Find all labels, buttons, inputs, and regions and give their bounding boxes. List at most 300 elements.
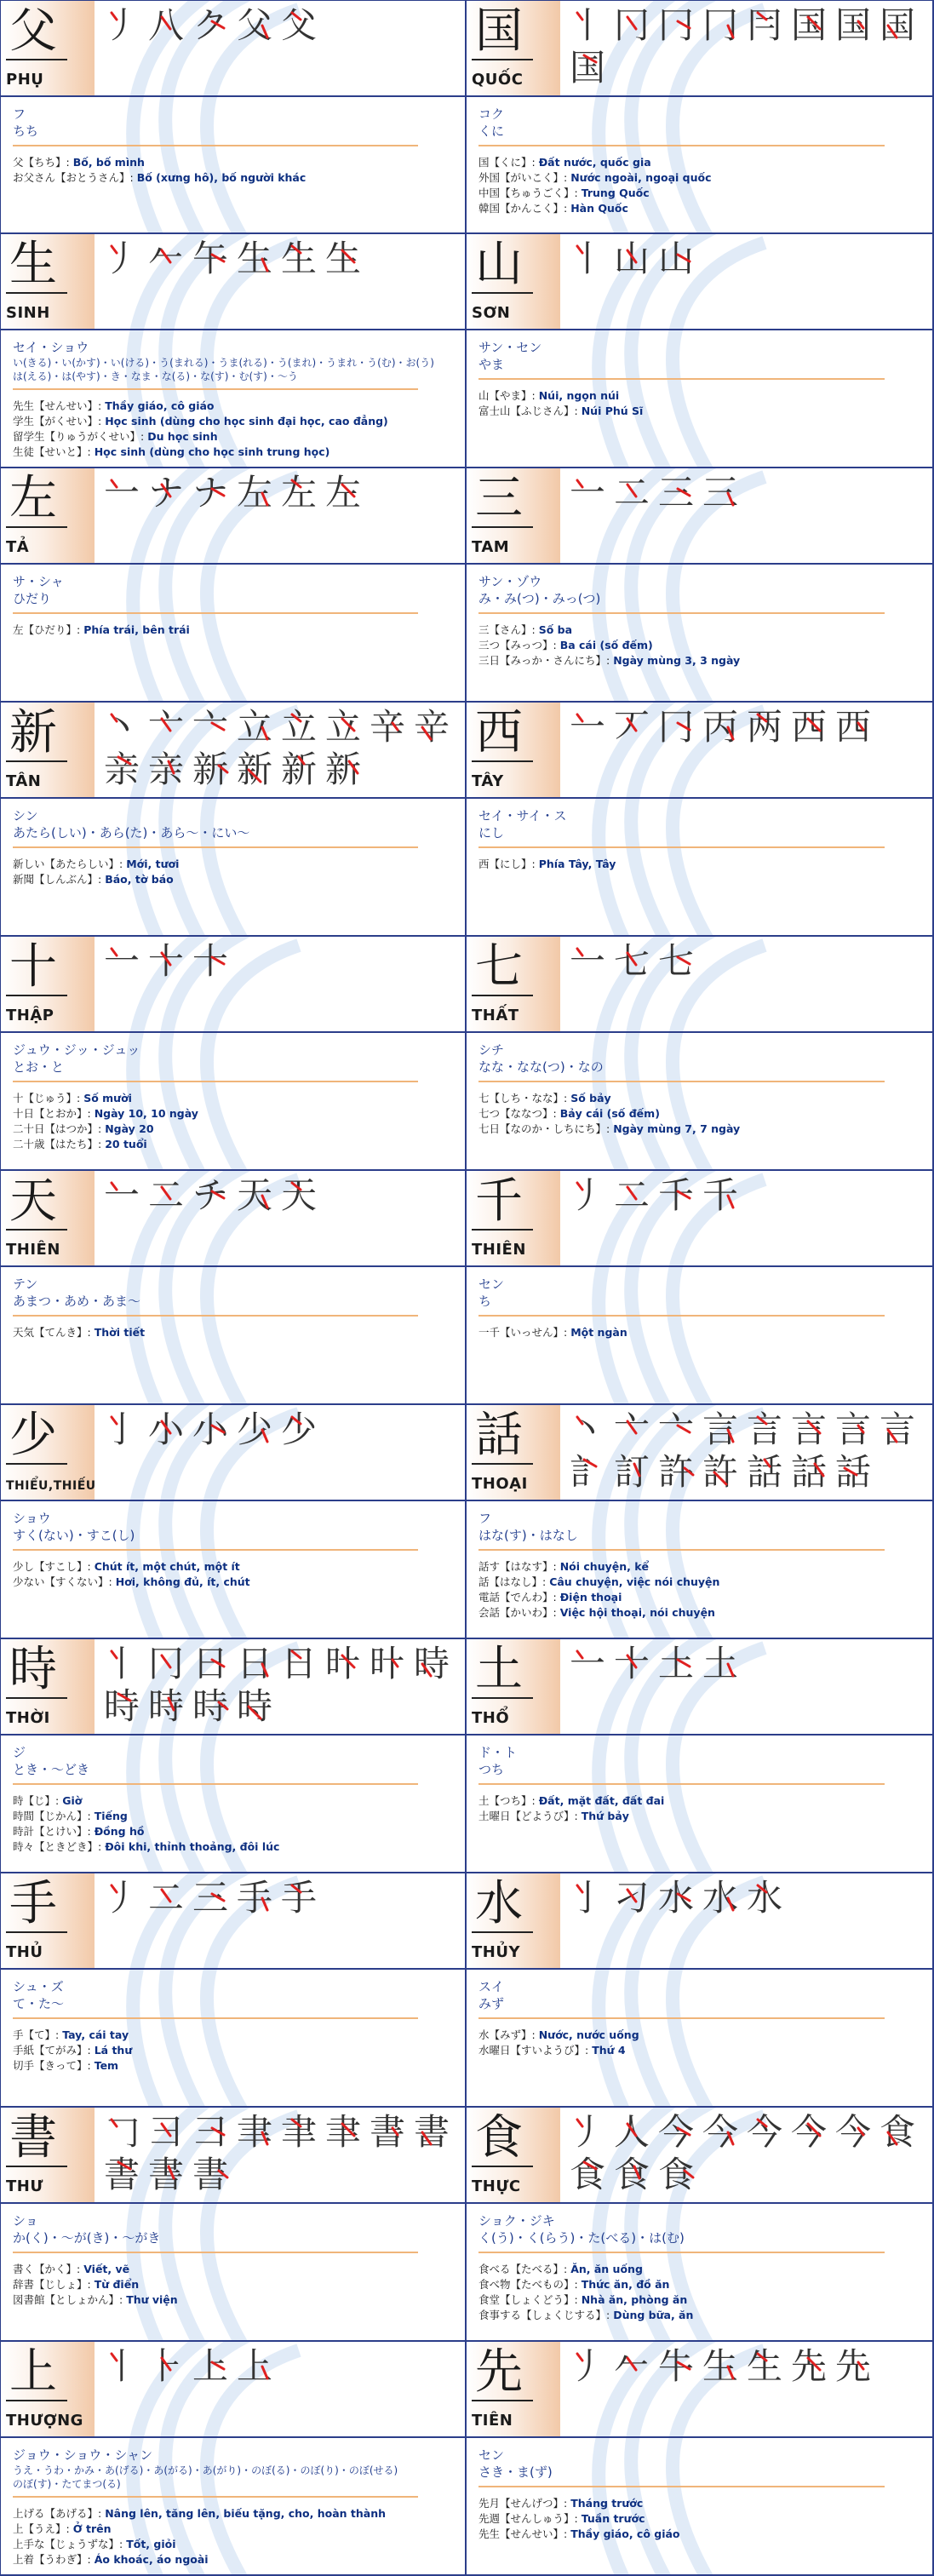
vocab-item <box>478 2308 920 2323</box>
stroke-highlight <box>698 1451 742 1494</box>
stroke-highlight <box>321 706 365 749</box>
vocab-item <box>478 622 920 638</box>
stroke-step: チ <box>188 1174 232 1217</box>
vocab-item <box>13 2537 453 2552</box>
stroke-step: 西 <box>787 706 831 749</box>
stroke-highlight <box>365 706 410 749</box>
kunyomi-reading: つち <box>478 1762 505 1777</box>
kanji-box <box>467 468 560 563</box>
card-header <box>1 2108 465 2204</box>
stroke-step: 食 <box>654 2154 698 2196</box>
card-header <box>467 234 932 330</box>
stroke-order <box>95 937 465 1031</box>
card-body <box>467 2204 932 2323</box>
stroke-highlight <box>100 706 144 749</box>
vocab-word: 話す【はなす】: <box>478 1560 557 1573</box>
vocab-meaning: Thầy giáo, cô giáo <box>105 399 215 412</box>
card-header <box>467 468 932 565</box>
kanji-underline <box>6 59 67 60</box>
kanji-card <box>0 468 467 703</box>
stroke-step: 日 <box>232 1643 277 1685</box>
reading-divider <box>478 612 885 614</box>
stroke-step: 新 <box>232 749 277 791</box>
stroke-step: 千 <box>654 1174 698 1217</box>
reading-divider <box>13 846 418 848</box>
kanji-box <box>467 703 560 797</box>
card-body <box>467 1501 932 1621</box>
vocab-meaning: Núi Phú Sĩ <box>581 404 644 417</box>
vocab-meaning: Số ba <box>538 623 573 636</box>
stroke-highlight <box>144 4 188 47</box>
vocab-item <box>478 1809 920 1824</box>
onyomi-reading: ド・ト <box>478 1745 518 1760</box>
vocab-item <box>478 2262 920 2277</box>
stroke-order <box>95 1171 465 1265</box>
kanji-box <box>1 1639 95 1734</box>
stroke-step: 冂 <box>654 706 698 749</box>
onyomi-reading: サ・シャ <box>13 574 64 589</box>
stroke-highlight <box>232 1685 277 1728</box>
stroke-step: 七 <box>610 940 654 983</box>
vocab-word: 三【さん】: <box>478 623 536 636</box>
card-header <box>467 1171 932 1267</box>
hanviet-reading: THIÊN <box>6 1241 60 1259</box>
kanji-box <box>467 1405 560 1500</box>
stroke-order <box>95 1405 465 1500</box>
hanviet-reading: THẬP <box>6 1007 54 1024</box>
hanviet-reading: TÂY <box>472 772 504 790</box>
stroke-highlight <box>277 706 321 749</box>
vocab-meaning: Điện thoại <box>559 1591 622 1604</box>
kanji-character: 父 <box>9 3 57 59</box>
stroke-step: 許 <box>654 1451 698 1494</box>
stroke-highlight <box>565 2345 610 2388</box>
vocab-word: 左【ひだり】: <box>13 623 81 636</box>
reading-divider <box>13 2017 418 2019</box>
kanji-character: 上 <box>9 2344 57 2400</box>
stroke-highlight <box>742 1451 787 1494</box>
stroke-step: 三 <box>654 472 698 514</box>
vocab-word: 天気【てんき】: <box>13 1326 91 1339</box>
kanji-underline <box>6 760 67 762</box>
stroke-step: 𠂉 <box>144 238 188 280</box>
vocab-meaning: Ở trên <box>72 2522 112 2535</box>
stroke-step: 今 <box>787 2111 831 2154</box>
card-header <box>1 234 465 330</box>
stroke-highlight <box>232 238 277 280</box>
stroke-step: 人 <box>610 2111 654 2154</box>
stroke-highlight <box>410 2111 454 2154</box>
stroke-highlight <box>232 1877 277 1919</box>
stroke-step: 許 <box>698 1451 742 1494</box>
vocab-word: 時【じ】: <box>13 1794 60 1807</box>
stroke-step: 話 <box>831 1451 875 1494</box>
reading-divider <box>478 1783 885 1785</box>
stroke-step: 一 <box>565 706 610 749</box>
stroke-order <box>95 1639 465 1734</box>
stroke-step: 言 <box>742 1408 787 1451</box>
stroke-order <box>560 234 932 329</box>
stroke-step: 二 <box>144 1174 188 1217</box>
stroke-highlight <box>100 1174 144 1217</box>
stroke-step: 丆 <box>610 706 654 749</box>
stroke-step: 国 <box>875 4 920 47</box>
vocab-meaning: Nhà ăn, phòng ăn <box>581 2293 688 2306</box>
vocab-word: 十日【とおか】: <box>13 1107 91 1120</box>
kanji-character: 三 <box>475 471 523 526</box>
stroke-highlight <box>277 1877 321 1919</box>
stroke-step: 水 <box>654 1877 698 1919</box>
stroke-highlight <box>698 706 742 749</box>
vocab-word: 先生【せんせい】: <box>478 2527 568 2540</box>
vocab-word: 三日【みっか・さんにち】: <box>478 654 610 667</box>
vocab-meaning: Bố (xưng hô), bố người khác <box>136 171 307 184</box>
stroke-step: 土 <box>654 1643 698 1685</box>
stroke-highlight <box>565 4 610 47</box>
stroke-step: 父 <box>232 4 277 47</box>
reading-divider <box>13 1549 418 1551</box>
card-body <box>467 2438 932 2542</box>
kanji-card <box>0 234 467 468</box>
stroke-step: 丿 <box>100 4 144 47</box>
stroke-highlight <box>565 940 610 983</box>
kanji-character: 手 <box>9 1876 57 1931</box>
stroke-step: 少 <box>277 1408 321 1451</box>
stroke-step: 話 <box>787 1451 831 1494</box>
card-header <box>1 937 465 1033</box>
stroke-step: 丙 <box>698 706 742 749</box>
kanji-card <box>467 234 934 468</box>
hanviet-reading: PHỤ <box>6 71 44 89</box>
vocab-item <box>13 445 453 460</box>
stroke-highlight <box>654 1408 698 1451</box>
vocab-meaning: Nước, nước uống <box>538 2028 639 2041</box>
onyomi-reading: ジ <box>13 1745 26 1760</box>
reading-divider <box>478 1549 885 1551</box>
vocab-meaning: Trung Quốc <box>581 186 650 199</box>
vocab-word: 留学生【りゅうがくせい】: <box>13 430 145 443</box>
stroke-highlight <box>188 1685 232 1728</box>
kanji-box <box>1 2108 95 2202</box>
card-body <box>1 1267 465 1340</box>
stroke-highlight <box>698 1408 742 1451</box>
stroke-highlight <box>100 1408 144 1451</box>
vocab-item <box>13 622 453 638</box>
card-header <box>467 1639 932 1736</box>
stroke-highlight <box>100 1877 144 1919</box>
stroke-step: 今 <box>831 2111 875 2154</box>
kanji-character: 時 <box>9 1642 57 1697</box>
stroke-highlight <box>144 2345 188 2388</box>
kunyomi-reading-cont: のぼ(す)・たてまつ(る) <box>13 2478 121 2490</box>
hanviet-reading: TẢ <box>6 538 30 556</box>
stroke-step: ⺕ <box>144 2111 188 2154</box>
vocab-meaning: Núi, ngọn núi <box>538 389 620 402</box>
vocab-meaning: Bố, bố mình <box>72 156 145 169</box>
vocab-meaning: Thứ 4 <box>592 2044 626 2057</box>
vocab-item <box>13 170 453 186</box>
stroke-highlight <box>565 2111 610 2154</box>
kanji-underline <box>472 760 533 762</box>
stroke-step: 刁 <box>610 1877 654 1919</box>
stroke-highlight <box>565 1451 610 1494</box>
stroke-step: 一 <box>565 940 610 983</box>
onyomi-reading: ショウ <box>13 1511 51 1526</box>
onyomi-reading: サン・セン <box>478 340 542 355</box>
kunyomi-reading: て・た〜 <box>13 1996 65 2011</box>
kanji-underline <box>472 2166 533 2167</box>
stroke-highlight <box>565 1174 610 1217</box>
stroke-highlight <box>565 1408 610 1451</box>
vocab-word: 少し【すこし】: <box>13 1560 91 1573</box>
stroke-highlight <box>610 2154 654 2196</box>
stroke-highlight <box>277 1643 321 1685</box>
kanji-underline <box>472 995 533 996</box>
stroke-highlight <box>654 4 698 47</box>
hanviet-reading: THỜI <box>6 1709 50 1727</box>
stroke-highlight <box>188 2111 232 2154</box>
kanji-underline <box>472 1931 533 1933</box>
stroke-step: 一 <box>565 472 610 514</box>
vocab-word: 国【くに】: <box>478 156 536 169</box>
stroke-highlight <box>188 1174 232 1217</box>
kanji-underline <box>472 292 533 294</box>
onyomi-reading: セイ・ショウ <box>13 340 89 355</box>
stroke-highlight <box>232 2111 277 2154</box>
vocab-word: 父【ちち】: <box>13 156 70 169</box>
stroke-step: 国 <box>787 4 831 47</box>
vocab-meaning: Ngày mùng 3, 3 ngày <box>613 654 741 667</box>
stroke-step: 丿 <box>100 1877 144 1919</box>
kanji-box <box>1 2342 95 2436</box>
stroke-step: 先 <box>787 2345 831 2388</box>
stroke-highlight <box>188 706 232 749</box>
vocab-meaning: Tem <box>94 2059 119 2072</box>
vocab-word: 中国【ちゅうごく】: <box>478 186 578 199</box>
kanji-card <box>467 1405 934 1639</box>
kanji-character: 少 <box>9 1408 57 1463</box>
vocab-meaning: Số mười <box>83 1092 132 1104</box>
reading-divider <box>478 1315 885 1317</box>
vocab-word: 二十日【はつか】: <box>13 1122 102 1135</box>
vocab-meaning: Nâng lên, tăng lên, biếu tặng, cho, hoàn thành <box>105 2507 387 2520</box>
card-body <box>1 565 465 638</box>
stroke-highlight <box>654 940 698 983</box>
vocab-item <box>478 638 920 653</box>
stroke-step: 丿 <box>565 1174 610 1217</box>
kanji-card <box>0 1639 467 1873</box>
stroke-highlight <box>100 4 144 47</box>
stroke-step: 一 <box>100 472 144 514</box>
stroke-highlight <box>698 1174 742 1217</box>
stroke-highlight <box>144 1174 188 1217</box>
vocab-item <box>478 2527 920 2542</box>
vocab-meaning: Đất, mặt đất, đất đai <box>538 1794 665 1807</box>
stroke-order <box>560 2108 932 2202</box>
onyomi-reading: セン <box>478 1277 505 1292</box>
stroke-highlight <box>100 2345 144 2388</box>
vocab-item <box>13 2028 453 2043</box>
stroke-order <box>560 1171 932 1265</box>
vocab-word: 土【つち】: <box>478 1794 536 1807</box>
hanviet-reading: THỦY <box>472 1943 520 1961</box>
vocab-meaning: Ba cái (số đếm) <box>559 639 653 651</box>
kunyomi-reading-cont: は(える)・は(やす)・き・なま・な(る)・な(す)・む(す)・〜う <box>13 370 298 382</box>
stroke-highlight <box>188 1877 232 1919</box>
vocab-word: 時計【とけい】: <box>13 1825 91 1838</box>
stroke-highlight <box>831 4 875 47</box>
reading-divider <box>13 145 418 146</box>
vocab-word: 少ない【すくない】: <box>13 1575 112 1588</box>
kanji-character: 山 <box>475 237 523 292</box>
vocab-word: 七日【なのか・しちにち】: <box>478 1122 610 1135</box>
stroke-highlight <box>610 1643 654 1685</box>
vocab-meaning: Từ điển <box>94 2278 140 2291</box>
stroke-order <box>95 703 465 797</box>
reading-divider <box>13 1783 418 1785</box>
stroke-step: 書 <box>365 2111 410 2154</box>
stroke-step: 聿 <box>277 2111 321 2154</box>
stroke-highlight <box>610 1877 654 1919</box>
kanji-character: 書 <box>9 2110 57 2166</box>
stroke-highlight <box>144 1408 188 1451</box>
card-header <box>1 703 465 799</box>
kanji-underline <box>6 1931 67 1933</box>
stroke-order <box>95 1 465 95</box>
stroke-step: 冂 <box>698 4 742 47</box>
vocab-word: 上着【うわぎ】: <box>13 2553 91 2566</box>
vocab-word: 水曜日【すいようび】: <box>478 2044 589 2057</box>
stroke-step: 書 <box>188 2154 232 2196</box>
stroke-step: 時 <box>188 1685 232 1728</box>
stroke-highlight <box>610 238 654 280</box>
stroke-order <box>560 1 932 95</box>
stroke-step: 三 <box>188 1877 232 1919</box>
kanji-card <box>0 1873 467 2108</box>
stroke-highlight <box>610 1451 654 1494</box>
stroke-step: 山 <box>610 238 654 280</box>
kanji-card <box>467 703 934 937</box>
stroke-step: 亲 <box>144 749 188 791</box>
vocab-word: 新しい【あたらしい】: <box>13 858 123 870</box>
vocab-word: 外国【がいこく】: <box>478 171 568 184</box>
vocab-item <box>478 653 920 668</box>
kanji-character: 西 <box>475 705 523 760</box>
stroke-highlight <box>232 472 277 514</box>
stroke-step: 父 <box>277 4 321 47</box>
stroke-highlight <box>831 706 875 749</box>
stroke-step: 丨 <box>100 2345 144 2388</box>
stroke-highlight <box>144 749 188 791</box>
stroke-highlight <box>654 238 698 280</box>
vocab-item <box>13 399 453 414</box>
stroke-highlight <box>100 1685 144 1728</box>
stroke-order <box>560 2342 932 2436</box>
stroke-highlight <box>144 1643 188 1685</box>
card-body <box>467 1267 932 1340</box>
vocab-meaning: Phía Tây, Tây <box>538 858 616 870</box>
kanji-character: 十 <box>9 939 57 995</box>
stroke-highlight <box>742 706 787 749</box>
kanji-character: 国 <box>475 3 523 59</box>
stroke-highlight <box>787 706 831 749</box>
reading-divider <box>478 2486 885 2487</box>
kanji-box <box>1 468 95 563</box>
hanviet-reading: THOẠI <box>472 1475 528 1493</box>
stroke-step: 一 <box>100 940 144 983</box>
hanviet-reading: THIỂU,THIẾU <box>6 1479 96 1493</box>
stroke-highlight <box>277 2111 321 2154</box>
hanviet-reading: THỦ <box>6 1943 43 1961</box>
vocab-meaning: Hàn Quốc <box>570 202 628 215</box>
stroke-step: 冃 <box>742 4 787 47</box>
onyomi-reading: フ <box>478 1511 492 1526</box>
reading-divider <box>13 1081 418 1082</box>
stroke-step: 十 <box>144 940 188 983</box>
stroke-highlight <box>742 1877 787 1919</box>
stroke-highlight <box>565 472 610 514</box>
vocab-word: 先月【せんげつ】: <box>478 2497 568 2510</box>
stroke-step: 一 <box>565 1643 610 1685</box>
vocab-item <box>13 1091 453 1106</box>
kanji-box <box>467 234 560 329</box>
vocab-meaning: Áo khoác, áo ngoài <box>94 2553 209 2566</box>
vocab-item <box>13 2552 453 2567</box>
vocab-item <box>478 2292 920 2308</box>
kanji-character: 千 <box>475 1173 523 1229</box>
stroke-step: 食 <box>875 2111 920 2154</box>
vocab-word: 上げる【あげる】: <box>13 2507 102 2520</box>
stroke-highlight <box>654 2154 698 2196</box>
card-body <box>467 97 932 216</box>
card-header <box>1 468 465 565</box>
vocab-meaning: Tốt, giỏi <box>126 2538 176 2550</box>
vocab-item <box>478 186 920 201</box>
stroke-step: 生 <box>698 2345 742 2388</box>
stroke-highlight <box>698 2345 742 2388</box>
kunyomi-reading: ちち <box>13 123 39 139</box>
stroke-highlight <box>831 1451 875 1494</box>
stroke-highlight <box>787 2111 831 2154</box>
hanviet-reading: THỔ <box>472 1709 510 1727</box>
stroke-step: 書 <box>144 2154 188 2196</box>
hanviet-reading: SINH <box>6 304 50 322</box>
onyomi-reading: ショ <box>13 2213 38 2229</box>
vocab-word: 生徒【せいと】: <box>13 445 91 458</box>
card-header <box>467 2108 932 2204</box>
vocab-meaning: Tiếng <box>94 1810 128 1822</box>
kunyomi-reading: か(く)・〜が(き)・〜がき <box>13 2230 161 2246</box>
vocab-meaning: Nước ngoài, ngoại quốc <box>570 171 712 184</box>
card-header <box>467 1405 932 1501</box>
stroke-highlight <box>100 1643 144 1685</box>
stroke-step: ナ <box>144 472 188 514</box>
stroke-step: 八 <box>144 4 188 47</box>
vocab-word: お父さん【おとうさん】: <box>13 171 134 184</box>
kanji-underline <box>6 2166 67 2167</box>
kanji-card <box>467 1639 934 1873</box>
card-body <box>467 799 932 872</box>
vocab-meaning: Học sinh (dùng cho học sinh đại học, cao đẳng) <box>105 415 388 427</box>
stroke-highlight <box>100 238 144 280</box>
stroke-highlight <box>100 2154 144 2196</box>
vocab-meaning: Dùng bữa, ăn <box>613 2309 694 2321</box>
reading-divider <box>13 612 418 614</box>
stroke-step: 冂 <box>610 4 654 47</box>
kanji-card <box>0 703 467 937</box>
vocab-item <box>13 1559 453 1575</box>
stroke-step: 天 <box>232 1174 277 1217</box>
